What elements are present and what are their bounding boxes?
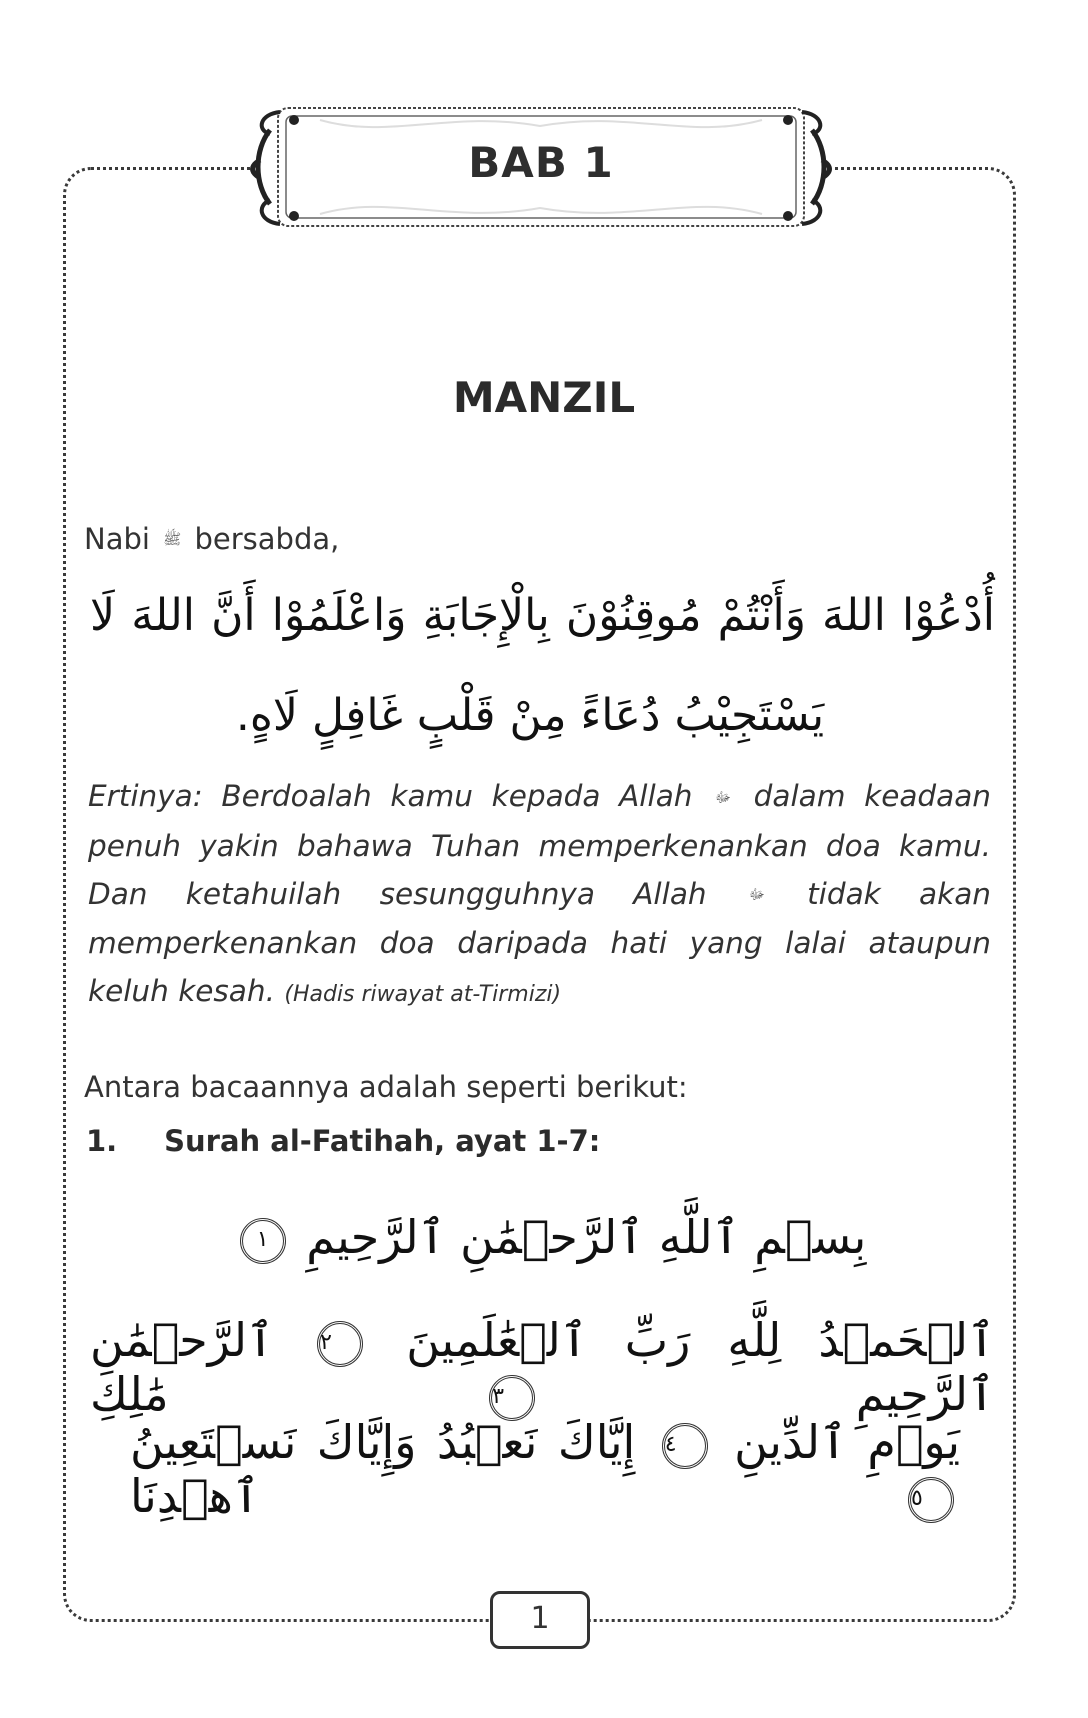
surah-heading (86, 1124, 600, 1158)
translation-part-3: tidak akan memperkenankan doa daripada hati yang lalai ataupun keluh kesah. (88, 876, 991, 1008)
hadith-translation (88, 772, 991, 1019)
intro-line (84, 522, 339, 556)
verse-line-3 (130, 1415, 960, 1523)
verse-text: ٱلۡحَمۡدُ لِلَّهِ رَبِّ ٱلۡعَٰلَمِينَ (406, 1313, 996, 1367)
ayah-marker-icon: ٢ (317, 1321, 363, 1367)
page-number: 1 (490, 1591, 590, 1649)
hadith-source: (Hadis riwayat at-Tirmizi) (284, 982, 562, 1007)
chapter-label: BAB 1 (468, 138, 614, 187)
verse-text: إِيَّاكَ نَعۡبُدُ وَإِيَّاكَ نَسۡتَعِينُ (130, 1415, 636, 1469)
verse-text: ٱهۡدِنَا (130, 1469, 260, 1523)
honorific-icon: ﷻ (748, 887, 765, 903)
ayah-marker-icon: ١ (240, 1218, 286, 1264)
page-title: MANZIL (452, 373, 636, 422)
verse-text: ٱلرَّحۡمَٰنِ ٱلرَّحِيمِ (90, 1313, 996, 1421)
translation-part-2: dalam keadaan penuh yakin bahawa Tuhan memperkenankan doa kamu. Dan ketahuilah sesungguhnya Allah (88, 779, 992, 911)
lead-in-text: Antara bacaannya adalah seperti berikut: (84, 1070, 688, 1104)
honorific-icon: ﷺ (163, 530, 182, 548)
ayah-marker-icon: ٣ (489, 1375, 535, 1421)
hadith-arabic-line-1: أُدْعُوْا اللهَ وَأَنْتُمْ مُوقِنُوْنَ بِالْإِجَابَةِ وَاعْلَمُوْا أَنَّ اللهَ لَا (90, 590, 995, 641)
verse-text: بِسۡمِ ٱللَّهِ ٱلرَّحۡمَٰنِ ٱلرَّحِيمِ (306, 1210, 867, 1264)
verse-line-1 (200, 1210, 900, 1264)
honorific-icon: ﷻ (715, 789, 731, 806)
list-number: 1. (86, 1124, 118, 1158)
intro-before: Nabi (84, 522, 150, 556)
verse-line-2 (90, 1313, 995, 1421)
verse-text: يَوۡمِ ٱلدِّينِ (734, 1415, 960, 1469)
ayah-marker-icon: ٤ (662, 1423, 708, 1469)
chapter-banner (250, 100, 832, 238)
ayah-marker-icon: ٥ (908, 1477, 954, 1523)
verse-text: مَٰلِكِ (90, 1367, 169, 1421)
surah-title: Surah al-Fatihah, ayat 1-7: (164, 1124, 601, 1158)
translation-part-1: Ertinya: Berdoalah kamu kepada Allah (88, 779, 693, 813)
hadith-arabic-line-2: يَسْتَجِيْبُ دُعَاءً مِنْ قَلْبٍ غَافِلٍ لَاهٍ. (235, 690, 825, 741)
intro-after: bersabda, (194, 522, 340, 556)
